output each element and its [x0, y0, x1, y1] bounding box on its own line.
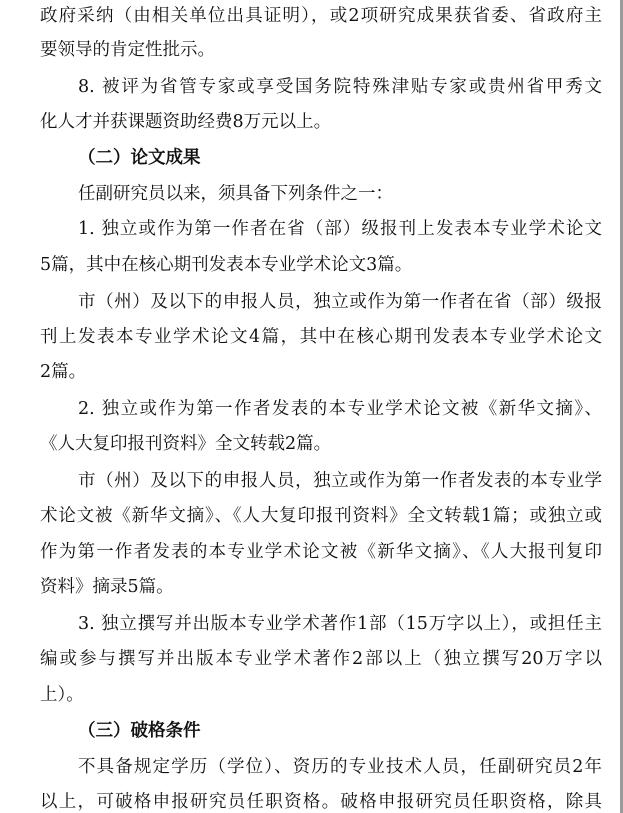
paragraph-line-23: 以上，可破格申报研究员任职资格。破格申报研究员任职资格，除具: [40, 792, 602, 812]
paragraph-line-10: 刊上发表本专业学术论文4篇，其中在核心期刊发表本专业学术论文: [40, 327, 602, 347]
paragraph-line-12: 2. 独立或作为第一作者发表的本专业学术论文被《新华文摘》、: [78, 399, 602, 419]
paragraph-line-1: 政府采纳（由相关单位出具证明），或2项研究成果获省委、省政府主: [40, 6, 602, 26]
paragraph-line-9: 市（州）及以下的申报人员，独立或作为第一作者在省（部）级报: [78, 292, 602, 312]
paragraph-line-15: 术论文被《新华文摘》、《人大复印报刊资料》全文转载1篇；或独立或: [40, 506, 602, 526]
paragraph-line-20: 上）。: [40, 685, 84, 705]
paragraph-line-6: 任副研究员以来，须具备下列条件之一：: [78, 184, 393, 204]
paragraph-line-14: 市（州）及以下的申报人员，独立或作为第一作者发表的本专业学: [78, 471, 602, 491]
paragraph-line-4: 化人才并获课题资助经费8万元以上。: [40, 112, 332, 132]
paragraph-line-7: 1. 独立或作为第一作者在省（部）级报刊上发表本专业学术论文: [78, 219, 602, 239]
section-heading-exception: （三）破格条件: [78, 721, 201, 741]
paragraph-line-22: 不具备规定学历（学位）、资历的专业技术人员，任副研究员2年: [78, 757, 602, 777]
paragraph-line-8: 5篇，其中在核心期刊发表本专业学术论文3篇。: [40, 255, 413, 275]
paragraph-line-2: 要领导的肯定性批示。: [40, 40, 215, 60]
paragraph-line-11: 2篇。: [40, 362, 87, 382]
paragraph-line-17: 资料》摘录5篇。: [40, 577, 174, 597]
section-heading-papers: （二）论文成果: [78, 148, 201, 168]
paragraph-line-19: 编或参与撰写并出版本专业学术著作2部以上（独立撰写20万字以: [40, 649, 602, 669]
paragraph-line-16: 作为第一作者发表的本专业学术论文被《新华文摘》、《人大报刊复印: [40, 542, 602, 562]
paragraph-line-3: 8. 被评为省管专家或享受国务院特殊津贴专家或贵州省甲秀文: [78, 77, 602, 97]
paragraph-line-13: 《人大复印报刊资料》全文转载2篇。: [40, 434, 332, 454]
paragraph-line-18: 3. 独立撰写并出版本专业学术著作1部（15万字以上），或担任主: [78, 614, 602, 634]
